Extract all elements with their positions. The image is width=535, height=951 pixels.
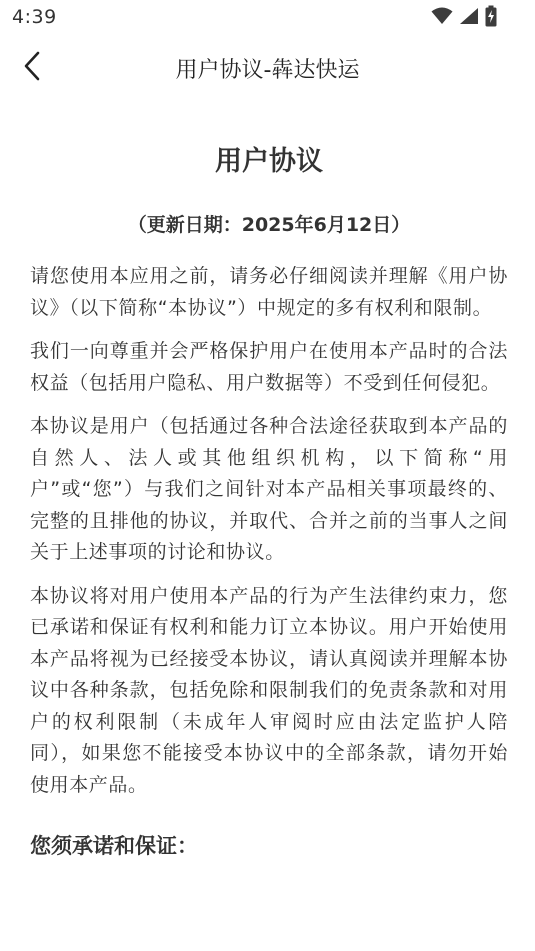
- paragraph: 请您使用本应用之前，请务必仔细阅读并理解《用户协议》（以下简称“本协议”）中规定的多有权利和限制。: [30, 265, 508, 319]
- paragraph: 我们一向尊重并会严格保护用户在使用本产品时的合法权益（包括用户隐私、用户数据等）不受到任何侵犯。: [30, 340, 508, 394]
- battery-icon: [485, 5, 497, 31]
- document-title: 用户协议: [215, 146, 323, 177]
- status-bar: [0, 0, 535, 36]
- wifi-icon: [431, 7, 453, 29]
- paragraph: 本协议将对用户使用本产品的行为产生法律约束力，您已承诺和保证有权利和能力订立本协议。用户开始使用本产品将视为已经接受本协议，请认真阅读并理解本协议中各种条款，包括免除和限制我们的免责条款和对用户的权利限制（未成年人审阅时应由法定监护人陪同），如果您不能接受本协议中的全部条款，请勿开始使用本产品。: [30, 584, 508, 796]
- status-icons: [431, 7, 497, 29]
- document-date: （更新日期：2025年6月12日）: [127, 214, 411, 236]
- signal-icon: [459, 7, 479, 29]
- navigation-bar: [0, 36, 535, 102]
- page-title: 用户协议-犇达快运: [175, 58, 360, 83]
- section-heading: 您须承诺和保证：: [30, 834, 198, 858]
- agreement-content[interactable]: [30, 142, 508, 861]
- paragraph: 本协议是用户（包括通过各种合法途径获取到本产品的自然人、法人或其他组织机构，以下简称“用户”或“您”）与我们之间针对本产品相关事项最终的、完整的且排他的协议，并取代、合并之前的当事人之间关于上述事项的讨论和协议。: [30, 415, 508, 563]
- status-time: 4:39: [12, 6, 57, 28]
